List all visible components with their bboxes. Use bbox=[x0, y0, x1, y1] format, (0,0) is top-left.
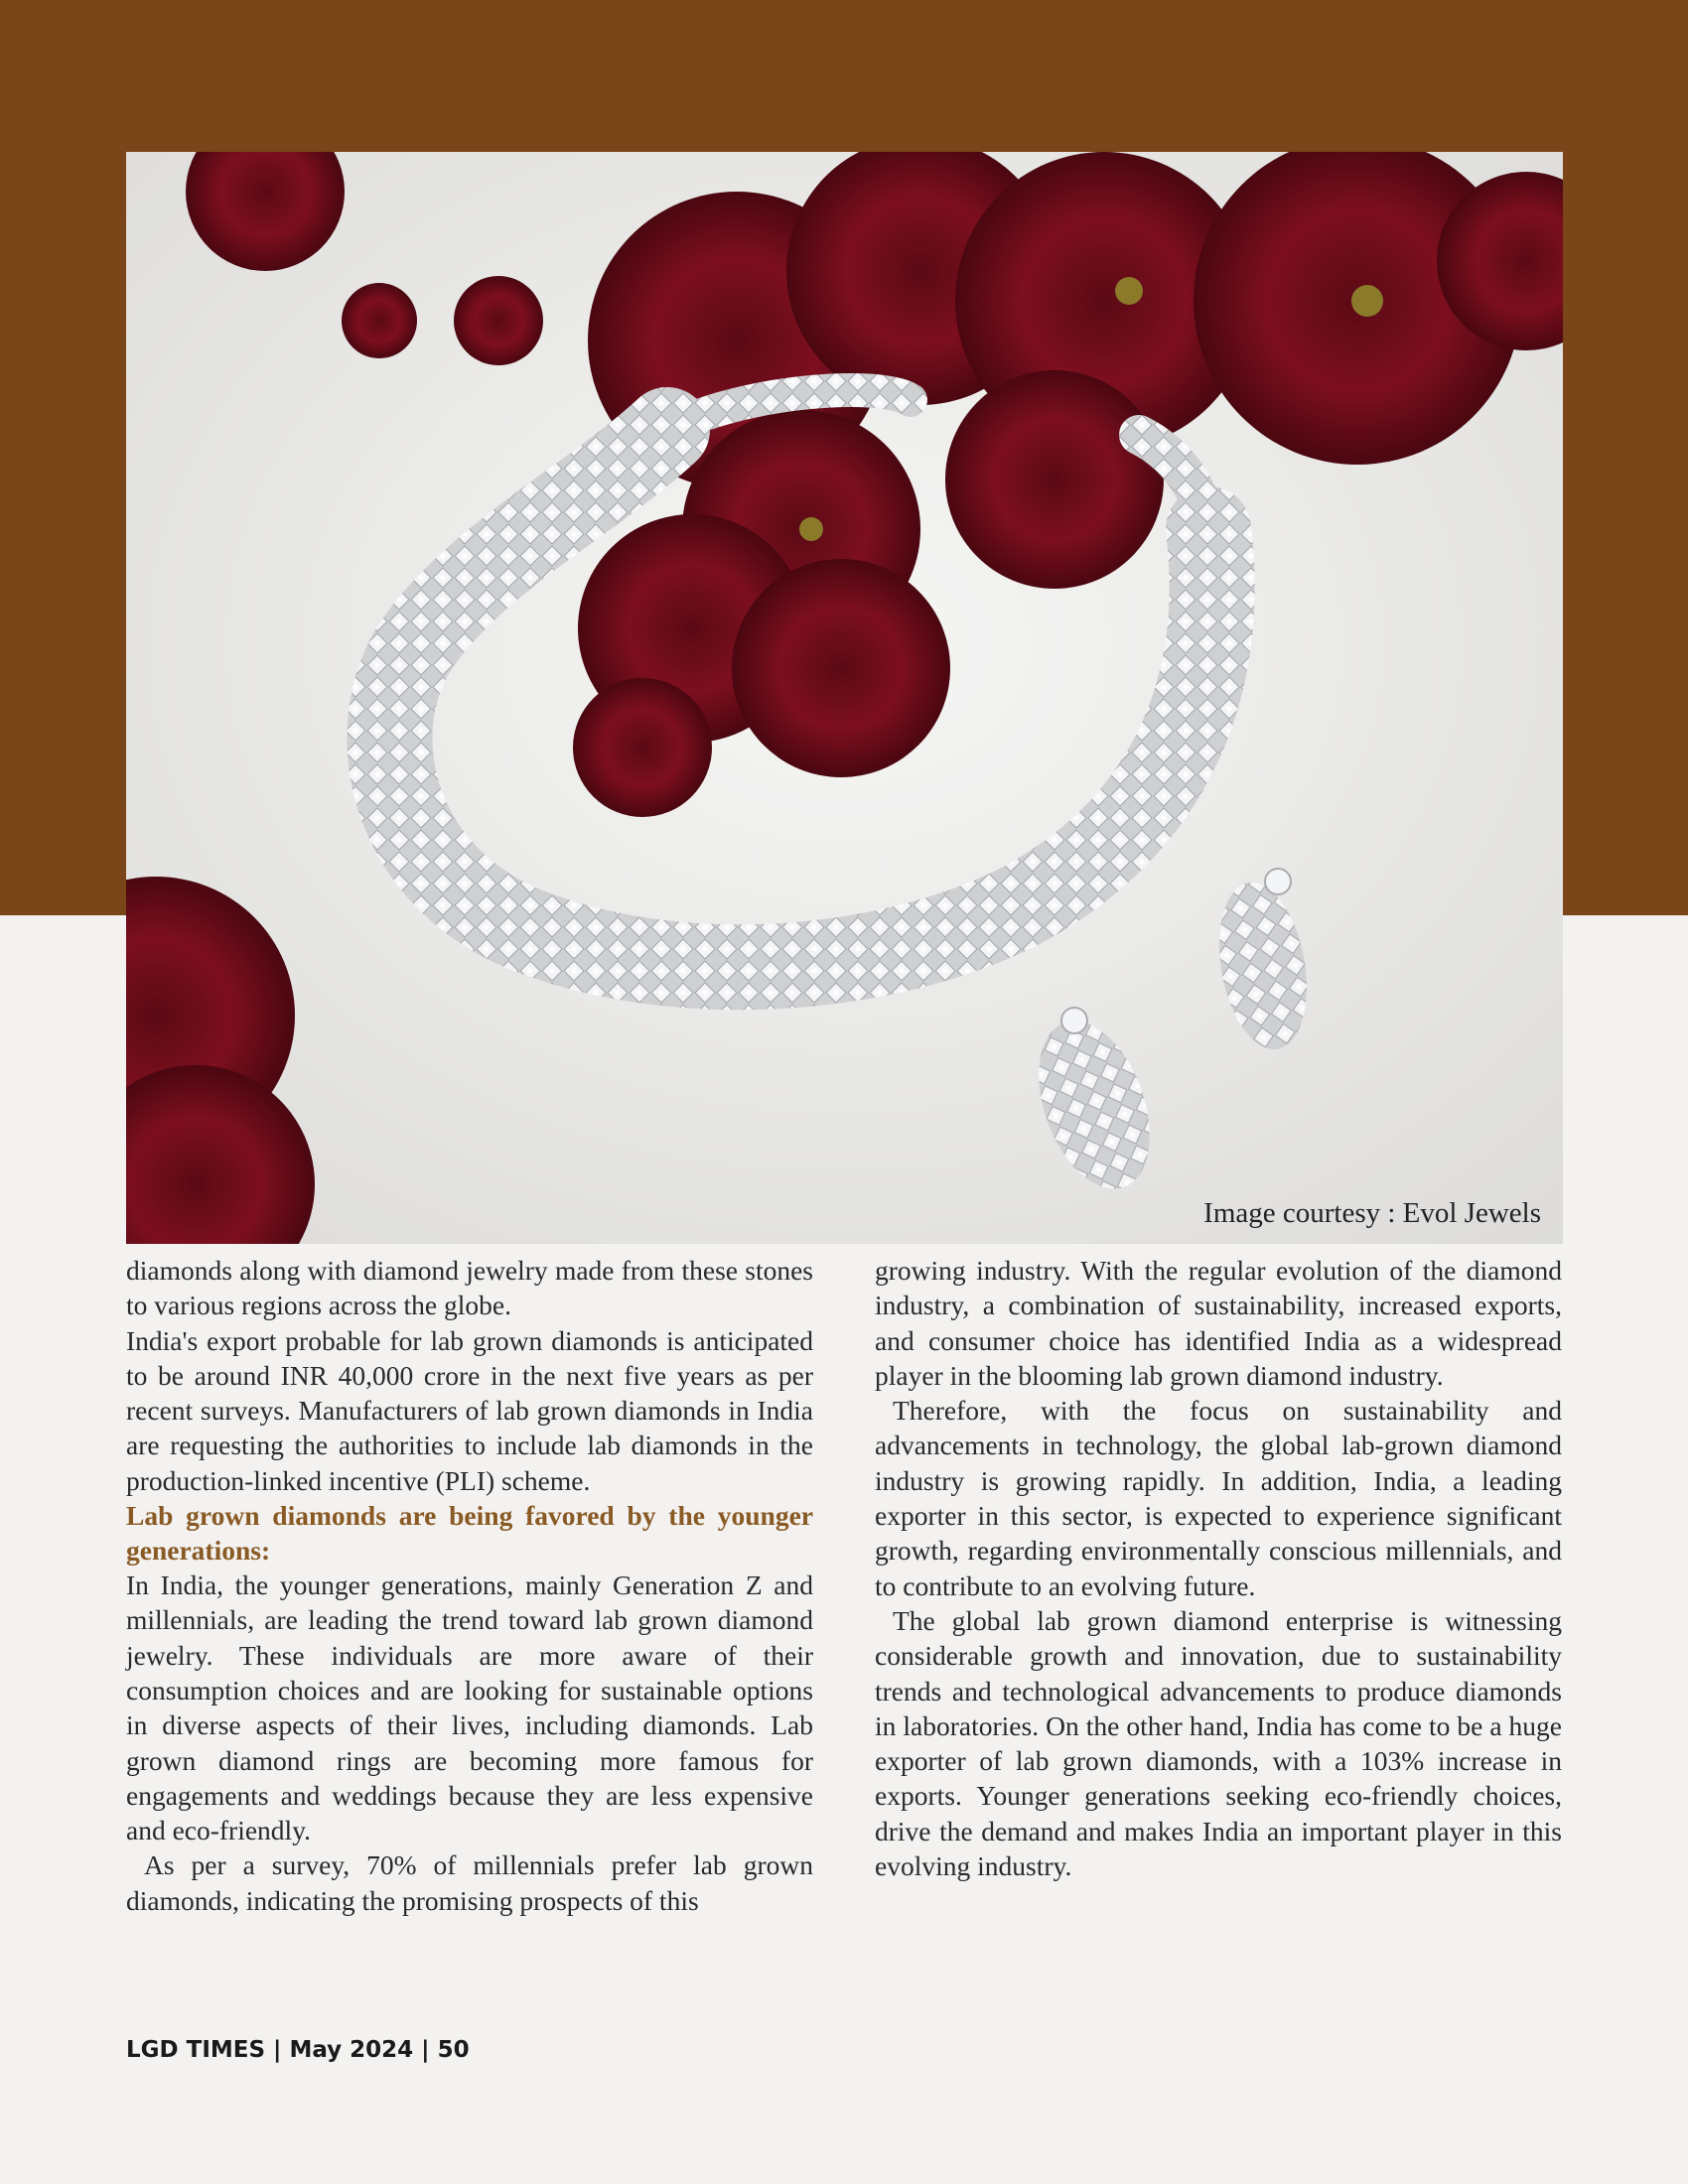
paragraph: In India, the younger generations, mainly Generation Z and millennials, are leading the trend toward lab grown diamond jewelry. These individuals are more aware of their consumption choices and are looking for sustainable options in diverse aspects of their lives, including diamonds. Lab grown diamond rings are becoming more famous for engagements and weddings because they are less expensive and eco-friendly. bbox=[126, 1570, 813, 1846]
paragraph: Therefore, with the focus on sustainability and advancements in technology, the global lab-grown diamond industry is growing rapidly. In addition, India, a leading exporter in this sector, is expected to experience significant growth, regarding environmentally conscious millennials, and to contribute to an evolving future. bbox=[875, 1395, 1562, 1601]
left-column bbox=[126, 1253, 813, 1918]
section-subheading: Lab grown diamonds are being favored by the younger generations: bbox=[126, 1500, 813, 1567]
paragraph: growing industry. With the regular evolution of the diamond industry, a combination of sustainability, increased exports, and consumer choice has identified India as a widespread player in the blooming lab grown diamond industry. bbox=[875, 1255, 1562, 1391]
paragraph: India's export probable for lab grown diamonds is anticipated to be around INR 40,000 crore in the next five years as per recent surveys. Manufacturers of lab grown diamonds in India are requesting the authorities to include lab diamonds in the production-linked incentive (PLI) scheme. bbox=[126, 1324, 813, 1496]
paragraph: The global lab grown diamond enterprise is witnessing considerable growth and innovation, due to sustainability trends and technological advancements to produce diamonds in laboratories. On the other hand, India has come to be a huge exporter of lab grown diamonds, with a 103% increase in exports. Younger generations seeking eco-friendly choices, drive the demand and makes India an important player in this evolving industry. bbox=[875, 1604, 1562, 1882]
image-courtesy-caption: Image courtesy : Evol Jewels bbox=[1203, 1197, 1541, 1229]
jewelry-photo bbox=[126, 152, 1563, 1244]
page-footer: LGD TIMES | May 2024 | 50 bbox=[126, 2037, 470, 2063]
paragraph: As per a survey, 70% of millennials prefer lab grown diamonds, indicating the promising prospects of this bbox=[126, 1849, 813, 1916]
jewelry-photo-illustration bbox=[126, 152, 1563, 1244]
paragraph: diamonds along with diamond jewelry made from these stones to various regions across the globe. bbox=[126, 1255, 813, 1321]
right-column bbox=[875, 1253, 1562, 1883]
